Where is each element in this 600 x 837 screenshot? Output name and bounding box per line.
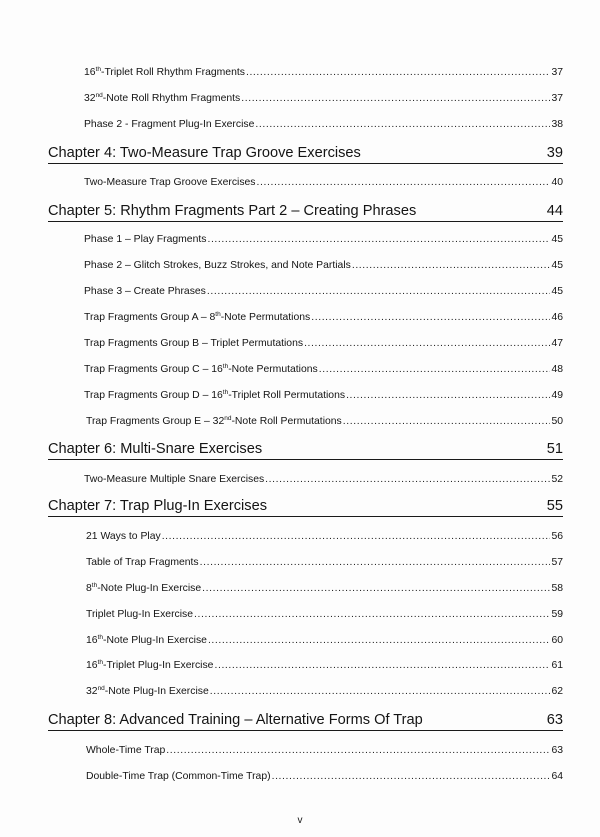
chapter-page-number: 63	[546, 712, 563, 728]
toc-entry-label: Table of Trap Fragments	[86, 557, 199, 568]
chapter-title: Chapter 7: Trap Plug-In Exercises	[48, 498, 268, 514]
dot-leader	[304, 337, 550, 351]
chapter-heading[interactable]	[48, 440, 563, 460]
toc-page-number: 52	[551, 474, 563, 485]
dot-leader	[207, 285, 551, 299]
toc-page-number: 63	[551, 745, 563, 756]
toc-page-number: 50	[551, 416, 563, 427]
toc-entry[interactable]	[86, 556, 563, 570]
dot-leader	[166, 744, 550, 758]
chapter-page-number: 55	[546, 498, 563, 514]
toc-entry[interactable]	[86, 770, 563, 784]
toc-entry[interactable]	[84, 118, 563, 132]
toc-entry[interactable]	[84, 363, 563, 377]
page-footer-numeral: v	[297, 815, 303, 826]
dot-leader	[311, 311, 550, 325]
toc-entry[interactable]	[86, 608, 563, 622]
dot-leader	[319, 363, 551, 377]
dot-leader	[265, 473, 550, 487]
toc-page-number: 56	[551, 531, 563, 542]
toc-entry-label: Trap Fragments Group D – 16th-Triplet Roll Permutations	[84, 389, 346, 401]
toc-page-number: 61	[551, 660, 563, 671]
toc-entry-label: Trap Fragments Group E – 32nd-Note Roll Permutations	[86, 415, 342, 427]
toc-entry[interactable]	[84, 259, 563, 273]
dot-leader	[207, 233, 550, 247]
toc-entry-label: 16th-Triplet Plug-In Exercise	[86, 659, 214, 671]
chapter-heading[interactable]	[48, 711, 563, 731]
dot-leader	[257, 176, 551, 190]
toc-entry[interactable]	[86, 659, 563, 673]
dot-leader	[352, 259, 551, 273]
chapter-heading[interactable]	[48, 497, 563, 517]
chapter-heading[interactable]	[48, 202, 563, 222]
toc-page-number: 64	[551, 771, 563, 782]
toc-page-number: 45	[551, 260, 563, 271]
dot-leader	[241, 92, 550, 106]
chapter-title: Chapter 4: Two-Measure Trap Groove Exercises	[48, 145, 361, 161]
chapter-page-number: 51	[546, 441, 563, 457]
toc-entry[interactable]	[84, 337, 563, 351]
toc-entry[interactable]	[84, 473, 563, 487]
toc-entry-label: 16th-Triplet Roll Rhythm Fragments	[84, 66, 245, 78]
toc-entry-label: Trap Fragments Group B – Triplet Permutations	[84, 338, 304, 349]
toc-entry-label: Phase 1 – Play Fragments	[84, 234, 207, 245]
toc-entry-label: 8th-Note Plug-In Exercise	[86, 582, 202, 594]
toc-entry[interactable]	[84, 66, 563, 80]
chapter-page-number: 44	[546, 203, 563, 219]
toc-page-number: 45	[551, 286, 563, 297]
toc-entry[interactable]	[84, 389, 563, 403]
chapter-title: Chapter 5: Rhythm Fragments Part 2 – Creating Phrases	[48, 203, 417, 219]
chapter-page-number: 39	[546, 145, 563, 161]
dot-leader	[162, 530, 551, 544]
dot-leader	[272, 770, 551, 784]
toc-entry[interactable]	[86, 634, 563, 648]
toc-entry[interactable]	[86, 744, 563, 758]
dot-leader	[343, 415, 551, 429]
chapter-title: Chapter 6: Multi-Snare Exercises	[48, 441, 263, 457]
toc-page-number: 59	[551, 609, 563, 620]
toc-entry[interactable]	[86, 530, 563, 544]
toc-entry[interactable]	[84, 233, 563, 247]
toc-entry-label: Two-Measure Multiple Snare Exercises	[84, 474, 265, 485]
toc-page-number: 49	[551, 390, 563, 401]
toc-page-number: 40	[551, 177, 563, 188]
dot-leader	[202, 582, 550, 596]
dot-leader	[210, 685, 551, 699]
toc-page-number: 37	[551, 67, 563, 78]
dot-leader	[208, 634, 551, 648]
toc-entry[interactable]	[84, 92, 563, 106]
dot-leader	[200, 556, 551, 570]
toc-entry[interactable]	[86, 685, 563, 699]
dot-leader	[214, 659, 550, 673]
dot-leader	[194, 608, 550, 622]
toc-page-number: 60	[551, 635, 563, 646]
toc-entry[interactable]	[84, 176, 563, 190]
toc-entry-label: Triplet Plug-In Exercise	[86, 609, 194, 620]
toc-entry-label: Phase 2 – Glitch Strokes, Buzz Strokes, and Note Partials	[84, 260, 351, 271]
toc-page-number: 46	[551, 312, 563, 323]
toc-entry-label: Phase 2 - Fragment Plug-In Exercise	[84, 119, 255, 130]
dot-leader	[346, 389, 550, 403]
toc-page-number: 58	[551, 583, 563, 594]
toc-page-number: 38	[551, 119, 563, 130]
dot-leader	[246, 66, 550, 80]
toc-page-number: 45	[551, 234, 563, 245]
toc-entry[interactable]	[84, 285, 563, 299]
toc-page-number: 47	[551, 338, 563, 349]
toc-page-number: 37	[551, 93, 563, 104]
toc-entry-label: Double-Time Trap (Common-Time Trap)	[86, 771, 271, 782]
chapter-title: Chapter 8: Advanced Training – Alternative Forms Of Trap	[48, 712, 423, 728]
toc-entry-label: Phase 3 – Create Phrases	[84, 286, 206, 297]
dot-leader	[255, 118, 550, 132]
toc-entry-label: Whole-Time Trap	[86, 745, 166, 756]
toc-entry-label: 16th-Note Plug-In Exercise	[86, 634, 207, 646]
chapter-heading[interactable]	[48, 144, 563, 164]
toc-page-number: 57	[551, 557, 563, 568]
toc-entry[interactable]	[86, 415, 563, 429]
toc-entry-label: 21 Ways to Play	[86, 531, 161, 542]
toc-entry[interactable]	[84, 311, 563, 325]
toc-entry[interactable]	[86, 582, 563, 596]
toc-entry-label: Trap Fragments Group A – 8th-Note Permutations	[84, 311, 311, 323]
toc-entry-label: Trap Fragments Group C – 16th-Note Permutations	[84, 363, 318, 375]
toc-entry-label: 32nd-Note Plug-In Exercise	[86, 685, 209, 697]
toc-page-number: 48	[551, 364, 563, 375]
toc-entry-label: Two-Measure Trap Groove Exercises	[84, 177, 256, 188]
toc-entry-label: 32nd-Note Roll Rhythm Fragments	[84, 92, 241, 104]
toc-page-number: 62	[551, 686, 563, 697]
